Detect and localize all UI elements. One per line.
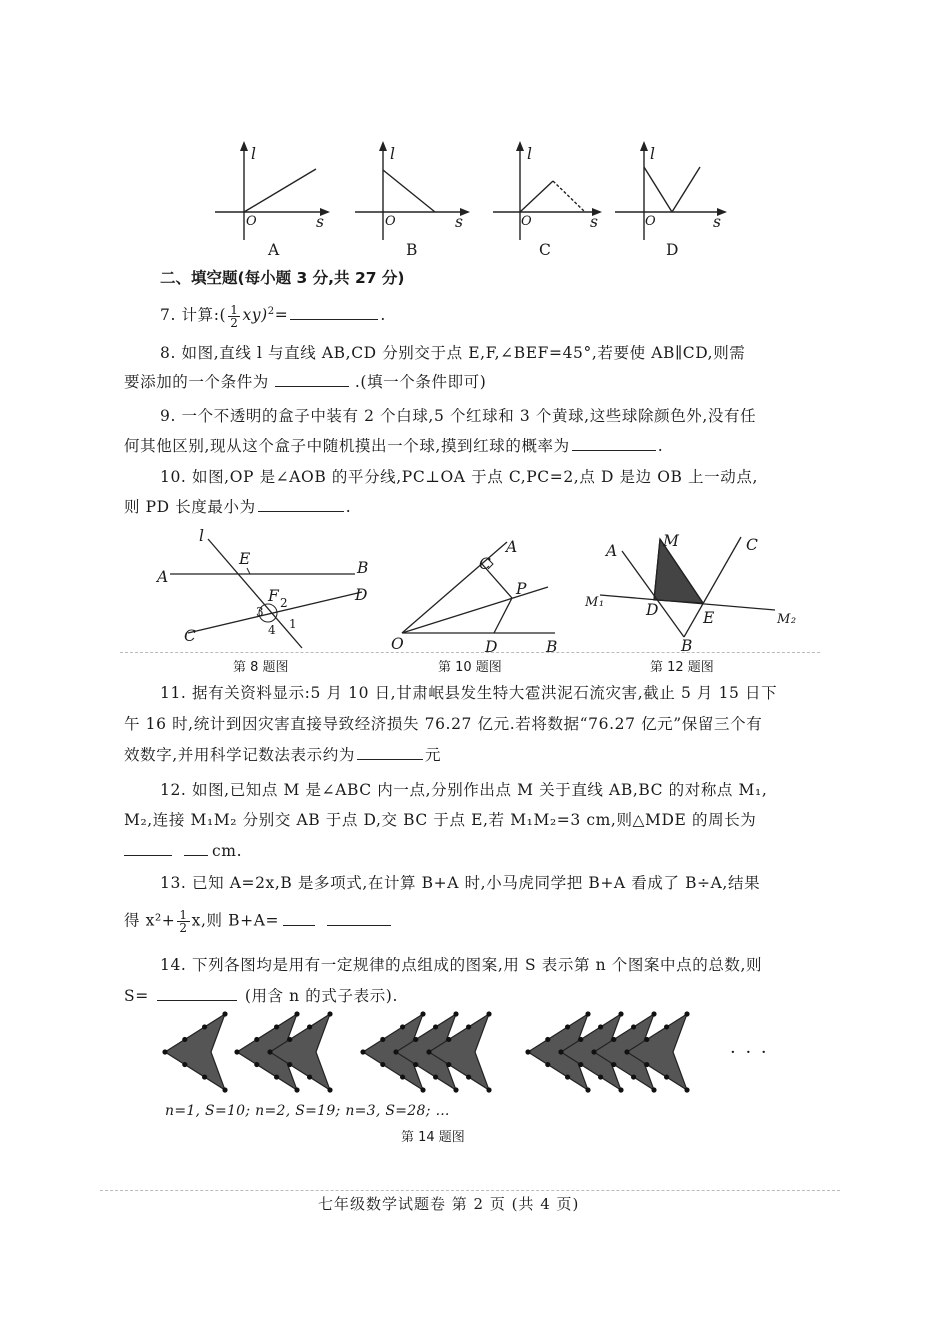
pattern-dot — [222, 1011, 227, 1016]
answer-blank-14[interactable] — [157, 986, 237, 1001]
graph-d-x-label: s — [713, 213, 722, 231]
graph-b-x-label: s — [455, 213, 464, 231]
fig10-label-c: C — [479, 555, 492, 573]
answer-blank-10[interactable] — [258, 497, 344, 512]
fig10-label-p: P — [516, 580, 528, 598]
pattern-dot — [274, 1074, 279, 1079]
pattern-dot — [651, 1087, 656, 1092]
figure-14-patterns — [150, 1005, 800, 1100]
pattern-dot — [446, 1037, 451, 1042]
pattern-dot — [360, 1049, 365, 1054]
fig8-label-c: C — [184, 627, 197, 645]
fig12-label-a: A — [606, 542, 618, 560]
pattern-dot — [486, 1011, 491, 1016]
fig8-label-1: 1 — [289, 617, 298, 631]
question-8-line-2: 要添加的一个条件为 .(填一个条件即可) — [124, 373, 487, 391]
fig14-caption: 第 14 题图 — [401, 1130, 465, 1145]
pattern-dot — [525, 1049, 530, 1054]
answer-blank-9[interactable] — [572, 436, 656, 451]
pattern-dot — [400, 1024, 405, 1029]
page-footer: 七年级数学试题卷 第 2 页 (共 4 页) — [318, 1195, 580, 1213]
pattern-dot — [644, 1062, 649, 1067]
question-11-line-2: 午 16 时,统计到因灾害直接导致经济损失 76.27 亿元.若将数据“76.27 亿元”保留三个有 — [124, 715, 763, 733]
fig12-label-b: B — [681, 637, 693, 655]
fig8-label-d: D — [355, 586, 369, 604]
question-9-line-2: 何其他区别,现从这个盒子中随机摸出一个球,摸到红球的概率为 . — [124, 437, 664, 455]
pattern-dot — [307, 1024, 312, 1029]
fig8-label-4: 4 — [268, 623, 277, 637]
graph-b-y-label: l — [390, 145, 396, 163]
pattern-dot — [631, 1024, 636, 1029]
question-13-line-1: 13. 已知 A=2x,B 是多项式,在计算 B+A 时,小马虎同学把 B+A 看成了 B÷A,结果 — [160, 874, 761, 892]
answer-blank-12[interactable] — [124, 841, 172, 856]
fig10-label-a: A — [506, 538, 518, 556]
fig12-label-c: C — [746, 536, 759, 554]
pattern-dot — [413, 1062, 418, 1067]
pattern-dot — [420, 1011, 425, 1016]
pattern-dot — [380, 1037, 385, 1042]
pattern-dot — [585, 1011, 590, 1016]
fig8-label-a: A — [157, 568, 169, 586]
pattern-dot — [222, 1087, 227, 1092]
pattern-dot — [565, 1074, 570, 1079]
pattern-dot — [254, 1062, 259, 1067]
pattern-dot — [393, 1049, 398, 1054]
figure-10 — [385, 525, 575, 655]
fig10-caption: 第 10 题图 — [438, 660, 502, 675]
question-12-line-3: cm. — [124, 841, 242, 861]
footer-divider — [100, 1190, 840, 1191]
pattern-dot — [380, 1062, 385, 1067]
pattern-dot — [274, 1024, 279, 1029]
fig8-label-2: 2 — [280, 596, 289, 610]
pattern-dot — [578, 1037, 583, 1042]
fig10-label-d: D — [485, 638, 499, 656]
pattern-dot — [598, 1024, 603, 1029]
pattern-dot — [684, 1011, 689, 1016]
pattern-dot — [545, 1037, 550, 1042]
fig8-label-b: B — [357, 559, 369, 577]
question-10-line-2: 则 PD 长度最小为 . — [124, 498, 352, 516]
fig12-label-e: E — [703, 609, 715, 627]
pattern-dot — [466, 1024, 471, 1029]
pattern-dot — [611, 1037, 616, 1042]
pattern-dot — [585, 1087, 590, 1092]
pattern-dot — [294, 1087, 299, 1092]
answer-blank-11[interactable] — [357, 745, 423, 760]
pattern-dot — [254, 1037, 259, 1042]
fig12-label-m1: M₁ — [585, 595, 605, 610]
fig12-label-m: M — [663, 532, 680, 550]
fig8-label-f: F — [268, 587, 280, 605]
fig12-label-d: D — [646, 601, 660, 619]
fig8-caption: 第 8 题图 — [233, 660, 289, 675]
graph-a-origin: O — [246, 214, 258, 229]
option-b-label: B — [406, 241, 418, 259]
pattern-dot — [413, 1037, 418, 1042]
graph-a-y-label: l — [251, 145, 257, 163]
pattern-dot — [327, 1011, 332, 1016]
pattern-dot — [453, 1087, 458, 1092]
pattern-dot — [433, 1074, 438, 1079]
pattern-dot — [565, 1024, 570, 1029]
question-9-line-1: 9. 一个不透明的盒子中装有 2 个白球,5 个红球和 3 个黄球,这些球除颜色外,没有任 — [160, 407, 757, 425]
pattern-dot — [651, 1011, 656, 1016]
graph-a-x-label: s — [316, 213, 325, 231]
pattern-dot — [426, 1049, 431, 1054]
divider — [120, 652, 820, 653]
pattern-dot — [591, 1049, 596, 1054]
answer-blank-7[interactable] — [290, 305, 378, 320]
pattern-dot — [307, 1074, 312, 1079]
graph-c-x-label: s — [590, 213, 599, 231]
fig8-label-3: 3 — [256, 605, 265, 619]
pattern-dot — [624, 1049, 629, 1054]
pattern-dot — [234, 1049, 239, 1054]
fig10-label-b: B — [546, 638, 558, 656]
pattern-dot — [664, 1074, 669, 1079]
pattern-dot — [631, 1074, 636, 1079]
pattern-dot — [327, 1087, 332, 1092]
question-12-line-2: M₂,连接 M₁M₂ 分别交 AB 于点 D,交 BC 于点 E,若 M₁M₂=3 cm,则△MDE 的周长为 — [124, 811, 757, 829]
pattern-dot — [202, 1024, 207, 1029]
section-heading: 二、填空题(每小题 3 分,共 27 分) — [160, 269, 405, 287]
fig12-label-m2: M₂ — [777, 612, 797, 627]
question-12-line-1: 12. 如图,已知点 M 是∠ABC 内一点,分别作出点 M 关于直线 AB,BC 的对称点 M₁, — [160, 781, 768, 799]
pattern-dot — [453, 1011, 458, 1016]
question-8-line-1: 8. 如图,直线 l 与直线 AB,CD 分别交于点 E,F,∠BEF=45°,若要使 AB∥CD,则需 — [160, 344, 746, 362]
question-14-line-1: 14. 下列各图均是用有一定规律的点组成的图案,用 S 表示第 n 个图案中点的总数,则 — [160, 956, 763, 974]
pattern-dot — [162, 1049, 167, 1054]
fig14-sequence: n=1, S=10; n=2, S=19; n=3, S=28; … — [165, 1103, 450, 1119]
graph-d-y-label: l — [650, 145, 656, 163]
pattern-dot — [611, 1062, 616, 1067]
option-a-label: A — [268, 241, 280, 259]
graph-d-origin: O — [645, 214, 657, 229]
pattern-dot — [664, 1024, 669, 1029]
pattern-dot — [446, 1062, 451, 1067]
question-13-line-2: 得 x²+ $\frac{1}{2}$ x,则 B+A= — [124, 909, 391, 934]
pattern-dot — [287, 1037, 292, 1042]
pattern-dot — [578, 1062, 583, 1067]
option-c-label: C — [539, 241, 552, 259]
question-11-line-1: 11. 据有关资料显示:5 月 10 日,甘肃岷县发生特大雹洪泥石流灾害,截止 5 月 15 日下 — [160, 684, 778, 702]
pattern-dot — [618, 1011, 623, 1016]
option-d-label: D — [666, 241, 680, 259]
pattern-dot — [433, 1024, 438, 1029]
question-7: 7. 计算:( $\frac{1}{2}$ xy)$^2$= . — [160, 302, 386, 330]
pattern-dot — [486, 1087, 491, 1092]
pattern-dot — [618, 1087, 623, 1092]
answer-blank-13[interactable] — [283, 911, 315, 926]
pattern-dot — [466, 1074, 471, 1079]
pattern-dot — [287, 1062, 292, 1067]
pattern-dot — [545, 1062, 550, 1067]
pattern-dot — [644, 1037, 649, 1042]
graph-c-origin: O — [521, 214, 533, 229]
fig14-ellipsis: · · · — [730, 1042, 769, 1063]
pattern-dot — [420, 1087, 425, 1092]
pattern-dot — [684, 1087, 689, 1092]
pattern-dot — [267, 1049, 272, 1054]
pattern-dot — [400, 1074, 405, 1079]
pattern-dot — [202, 1074, 207, 1079]
question-14-line-2: S= (用含 n 的式子表示). — [124, 987, 398, 1005]
fig8-label-e: E — [239, 550, 251, 568]
fig10-label-o: O — [391, 635, 405, 653]
pattern-dot — [182, 1062, 187, 1067]
chevron-shape — [165, 1014, 225, 1090]
question-10-line-1: 10. 如图,OP 是∠AOB 的平分线,PC⊥OA 于点 C,PC=2,点 D 是边 OB 上一动点, — [160, 468, 758, 486]
question-11-line-3: 效数字,并用科学记数法表示约为 元 — [124, 746, 442, 764]
pattern-dot — [598, 1074, 603, 1079]
graph-c-y-label: l — [527, 145, 533, 163]
pattern-dot — [558, 1049, 563, 1054]
answer-blank-8[interactable] — [275, 372, 349, 387]
pattern-dot — [294, 1011, 299, 1016]
pattern-dot — [182, 1037, 187, 1042]
fig8-label-l: l — [199, 527, 205, 545]
fig12-caption: 第 12 题图 — [650, 660, 714, 675]
graph-b-origin: O — [385, 214, 397, 229]
